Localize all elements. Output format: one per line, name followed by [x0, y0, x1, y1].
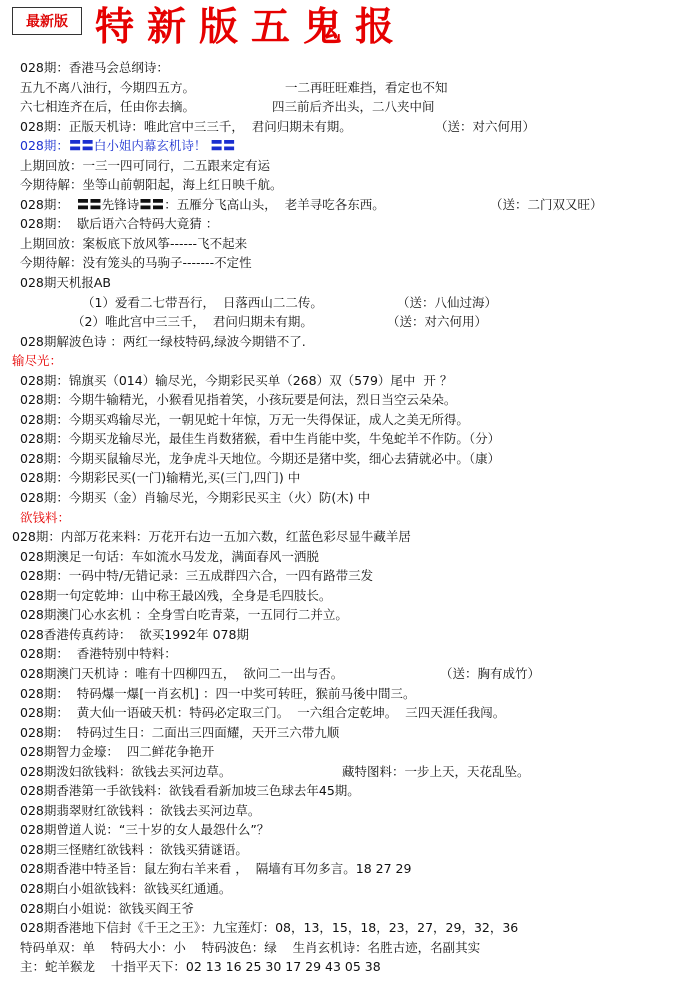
- text-line: [0, 938, 690, 958]
- text-segment: 028期：一码中特/无错记录：三五成群四六合，一四有路带三发: [20, 568, 374, 584]
- text-line: [0, 78, 690, 98]
- text-segment: 028期： 特码爆一爆[一肖玄机] ：四一中奖可转旺，猴前马後中間三。: [20, 685, 416, 701]
- section-heading: [0, 508, 690, 528]
- text-segment: 028期香港中特圣旨：鼠左狗右羊来看 ， 隔墙有耳勿多言。18 27 29: [20, 861, 412, 877]
- text-segment: （送：对六何用）: [435, 118, 536, 134]
- text-line: [0, 742, 690, 762]
- text-segment: 028期：今期彩民买(一门)输精光,买(三门,四门) 中: [20, 470, 301, 486]
- text-segment: 028期一句定乾坤：山中称王最凶残，全身是毛四肢长。: [20, 587, 332, 603]
- text-segment: 028期泼妇欲钱料：欲钱去买河边草。: [20, 763, 232, 779]
- text-segment: 028期香港第一手欲钱料：欲钱看看新加坡三色球去年45期。: [20, 783, 360, 799]
- text-line: [0, 488, 690, 508]
- text-line: [0, 762, 690, 782]
- text-segment: 上期回放：一三一四可同行，二五跟来定有运: [20, 157, 271, 173]
- text-segment: （2）唯此宫中三三千， 君问归期未有期。: [72, 314, 313, 330]
- text-line: [0, 918, 690, 938]
- text-segment: 四三前后齐出头，二八夹中间: [272, 99, 435, 115]
- text-segment: 028期解波色诗 ：两红一绿枝特码,绿波今期错不了.: [20, 333, 306, 349]
- text-line: [0, 410, 690, 430]
- text-line: [0, 175, 690, 195]
- text-line: [0, 117, 690, 137]
- text-line: [0, 527, 690, 547]
- text-line: [0, 820, 690, 840]
- text-line: [0, 566, 690, 586]
- text-line: [0, 449, 690, 469]
- text-segment: 028期：香港马会总纲诗：: [20, 60, 169, 75]
- text-segment: （送：胸有成竹）: [440, 665, 541, 681]
- text-segment: 028期天机报AB: [20, 275, 111, 291]
- text-segment: 028香港传真药诗： 欲买1992年 078期: [20, 626, 249, 642]
- text-line: [0, 293, 690, 313]
- text-segment: 028期翡翠财红欲钱料 ：欲钱去买河边草。: [20, 802, 261, 818]
- text-segment: 028期：今期牛输精光，小猴看见指着笑，小孩玩要是何法，烈日当空云朵朵。: [20, 392, 457, 408]
- text-line: [0, 801, 690, 821]
- text-segment: 028期：今期买鼠输尽光，龙争虎斗天地位。今期还是猪中奖，细心去猜就必中。（康）: [20, 450, 501, 466]
- text-segment: 六七相连齐在后，任由你去摘。: [20, 99, 196, 115]
- text-segment: 028期三怪赌红欲钱料 ：欲钱买猜谜语。: [20, 841, 248, 857]
- text-line: [0, 273, 690, 293]
- text-segment: 今期待解：坐等山前朝阳起，海上红日映千航。: [20, 177, 283, 193]
- text-line: [0, 214, 690, 234]
- text-line: [0, 429, 690, 449]
- text-segment: 今期待解：没有笼头的马驹子-------不定性: [20, 255, 252, 271]
- text-segment: 028期白小姐欲钱料：欲钱买红通通。: [20, 880, 232, 896]
- text-line: [0, 625, 690, 645]
- edition-badge: 最新版: [12, 7, 82, 35]
- text-segment: 028期：今期买鸡输尽光，一朝见蛇十年惊，万无一失得保证，成人之美无所得。: [20, 411, 469, 427]
- text-line: [0, 586, 690, 606]
- text-line: [0, 332, 690, 352]
- text-line: [0, 781, 690, 801]
- text-segment: 028期澳足一句话：车如流水马发龙，满面春风一洒脱: [20, 548, 319, 564]
- text-line: [0, 97, 690, 117]
- text-segment: 028期：内部万花来料：万花开右边一五加六数，红蓝色彩尽显牛藏羊居: [12, 529, 411, 545]
- text-segment: 028期智力金壕： 四二鲜花争艳开: [20, 744, 215, 760]
- text-segment: 028期： 香港特别中特料：: [20, 646, 177, 662]
- text-line: [0, 468, 690, 488]
- text-segment: 028期：今期买龙输尽光，最佳生肖数猪猴，看中生肖能中奖，牛兔蛇羊不作防。（分）: [20, 431, 501, 447]
- text-line: [0, 58, 690, 78]
- text-segment: 028期香港地下信封《千王之王》：九宝莲灯：08，13，15，18，23，27，29，32，36: [20, 920, 519, 936]
- text-line: [0, 899, 690, 919]
- text-segment: 藏特图料：一步上天，天花乱坠。: [342, 763, 530, 779]
- text-segment: 欲钱料：: [20, 509, 71, 525]
- text-line: [0, 195, 690, 215]
- text-segment: 028期澳门天机诗 ：唯有十四柳四五， 欲问二一出与否。: [20, 665, 344, 681]
- text-segment: 028期：锦旗买（014）输尽光，今期彩民买单（268）双（579）尾中 开 ？: [20, 372, 453, 388]
- text-segment: 上期回放：案板底下放风筝------飞不起来: [20, 235, 248, 251]
- text-segment: 输尽光：: [12, 353, 63, 369]
- text-segment: 一二再旺旺难挡，看定也不知: [285, 79, 448, 95]
- text-line: [0, 644, 690, 664]
- text-line: [0, 605, 690, 625]
- page-title: 特新版五鬼报: [95, 4, 408, 50]
- text-segment: 028期： 黄大仙一语破天机：特码必定取三门。 一六组合定乾坤。 三四天涯任我闯。: [20, 705, 506, 721]
- text-segment: 028期： 歇后语六合特码大竟猜 ：: [20, 216, 219, 232]
- text-segment: （送：二门双又旺）: [490, 196, 603, 212]
- text-segment: 028期澳门心水玄机 ：全身雪白吃青菜，一五同行二并立。: [20, 607, 348, 623]
- text-segment: 028期：〓〓白小姐内幕玄机诗！ 〓〓: [20, 138, 236, 154]
- text-segment: 028期：今期买（金）肖输尽光，今期彩民买主（火）防(木) 中: [20, 490, 371, 506]
- text-line: [0, 371, 690, 391]
- text-segment: 028期曾道人说：“三十岁的女人最怨什么”？: [20, 822, 270, 838]
- text-line: [0, 312, 690, 332]
- text-line: [0, 664, 690, 684]
- text-segment: 028期：正版天机诗：唯此宫中三三千， 君问归期未有期。: [20, 118, 352, 134]
- text-segment: （送：对六何用）: [387, 314, 488, 330]
- text-segment: 028期白小姐说：欲钱买阎王爷: [20, 900, 194, 916]
- text-line: [0, 684, 690, 704]
- text-line: [0, 859, 690, 879]
- text-line: [0, 957, 690, 977]
- text-segment: （1）爱看二七带吾行， 日落西山二二传。: [82, 294, 323, 310]
- text-line: [0, 547, 690, 567]
- section-heading: [0, 351, 690, 371]
- text-segment: （送：八仙过海）: [397, 294, 498, 310]
- text-line: [0, 234, 690, 254]
- text-segment: 028期： 特码过生日：二面出三四面耀，天开三六带九顺: [20, 724, 340, 740]
- text-line: [0, 156, 690, 176]
- text-segment: 特码单双：单 特码大小：小 特码波色：绿 生肖玄机诗：名胜古迹，名副其实: [20, 939, 481, 955]
- text-segment: 028期： 〓〓先锋诗〓〓：五雁分飞高山头， 老羊寻吃各东西。: [20, 196, 385, 212]
- text-line: [0, 879, 690, 899]
- content-area: [0, 58, 690, 977]
- text-line: [0, 703, 690, 723]
- text-line: [0, 390, 690, 410]
- text-line: [0, 840, 690, 860]
- text-line: [0, 723, 690, 743]
- text-segment: 五九不离八油行，今期四五方。: [20, 79, 196, 95]
- text-line: [0, 136, 690, 156]
- text-line: [0, 253, 690, 273]
- text-segment: 主：蛇羊猴龙 十指平天下：02 13 16 25 30 17 29 43 05 38: [20, 959, 381, 975]
